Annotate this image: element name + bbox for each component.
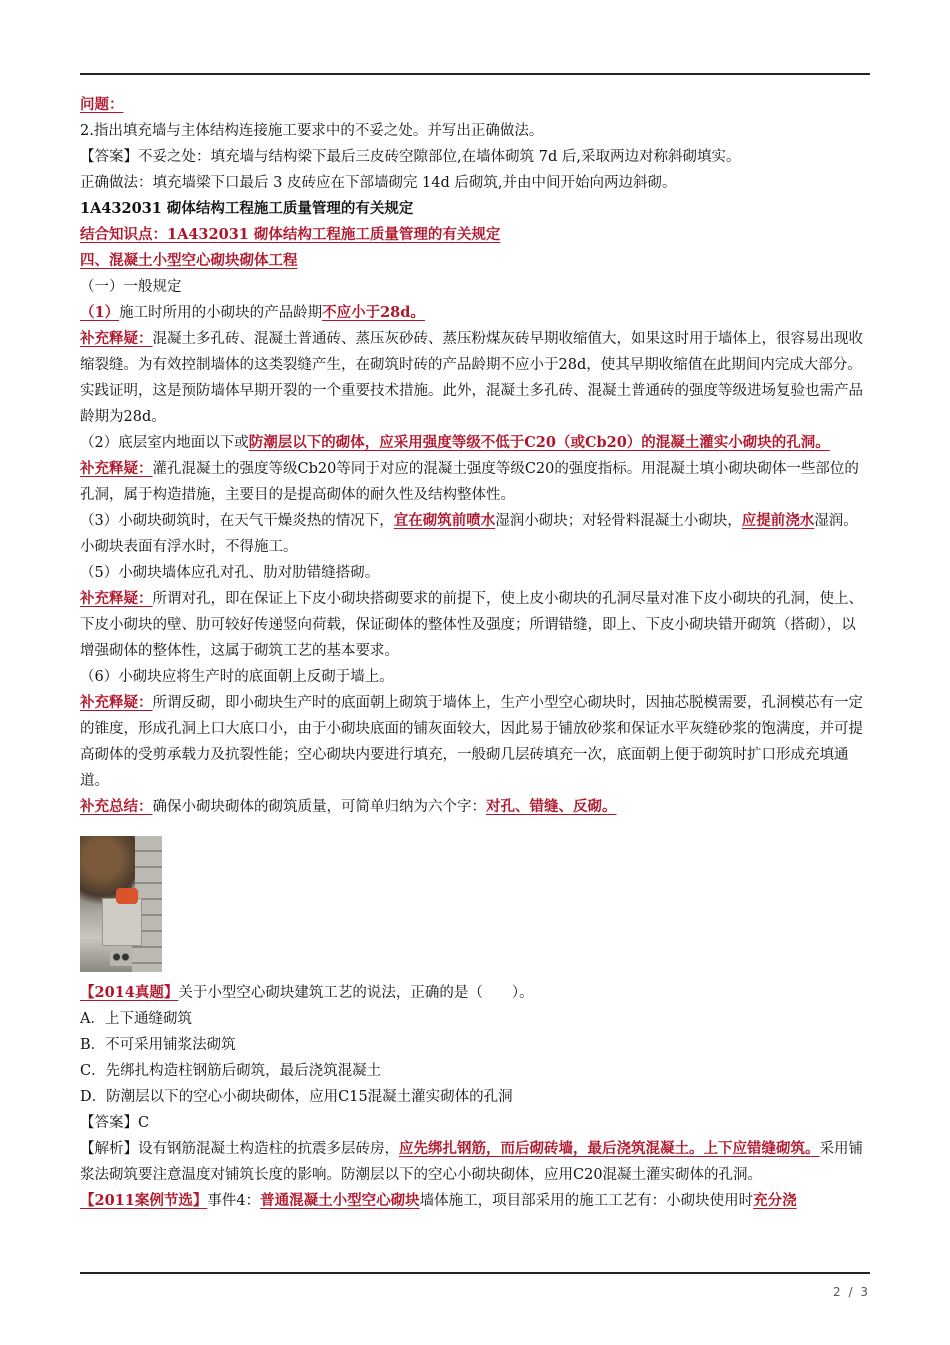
- option-c: C．先绑扎构造柱钢筋后砌筑，最后浇筑混凝土: [80, 1063, 382, 1079]
- rule-5: （5）小砌块墙体应孔对孔、肋对肋错缝搭砌。: [80, 565, 380, 581]
- subsection-link[interactable]: 四、混凝土小型空心砌块砌体工程: [80, 252, 298, 269]
- exam-answer: 【答案】C: [80, 1115, 150, 1131]
- supplement-6: 补充释疑：所谓反砌，即小砌块生产时的底面朝上砌筑于墙体上，生产小型空心砌块时，因抽芯脱模需要，孔洞模芯有一定的锥度，形成孔洞上口大底口小，由于小砌块底面的铺灰面较大，因此易于铺放砂浆和保证水平灰缝砂浆的饱满度，并可提高砌体的受剪承载力及抗裂性能；空心砌块内要进行填充，一般砌几层砖填充一次，底面朝上便于砌筑时扩口形成充填通道。: [80, 694, 863, 789]
- supplement-2: 补充释疑：灌孔混凝土的强度等级Cb20等同于对应的混凝土强度等级C20的强度指标。用混凝土填小砌块砌体一些部位的孔洞，属于构造措施，主要目的是提高砌体的耐久性及结构整体性。: [80, 460, 859, 503]
- supplement-1: 补充释疑：混凝土多孔砖、混凝土普通砖、蒸压灰砂砖、蒸压粉煤灰砖早期收缩值大，如果这时用于墙体上，很容易出现收缩裂缝。为有效控制墙体的这类裂缝产生，在砌筑时砖的产品龄期不应小于28d，使其早期收缩值在此期间内完成大部分。实践证明，这是预防墙体早期开裂的一个重要技术措施。此外，混凝土多孔砖、混凝土普通砖的强度等级进场复验也需产品龄期为28d。: [80, 330, 863, 425]
- exam-explanation: 【解析】设有钢筋混凝土构造柱的抗震多层砖房，应先绑扎钢筋，而后砌砖墙，最后浇筑混凝土。上下应错缝砌筑。采用铺浆法砌筑要注意温度对铺筑长度的影响。防潮层以下的空心小砌块砌体，应用C20混凝土灌实砌体的孔洞。: [80, 1140, 863, 1183]
- rule-6: （6）小砌块应将生产时的底面朝上反砌于墙上。: [80, 669, 394, 685]
- masonry-worker-photo: [80, 836, 162, 972]
- answer-line-2: 正确做法：填充墙梁下口最后 3 皮砖应在下部墙砌完 14d 后砌筑,并由中间开始向两边斜砌。: [80, 175, 677, 191]
- answer-line-1: 【答案】不妥之处：填充墙与结构梁下最后三皮砖空隙部位,在墙体砌筑 7d 后,采取两边对称斜砌填实。: [80, 149, 741, 165]
- option-d: D．防潮层以下的空心小砌块砌体，应用C15混凝土灌实砌体的孔洞: [80, 1089, 513, 1105]
- rule-1: （1）施工时所用的小砌块的产品龄期不应小于28d。: [80, 304, 425, 321]
- document-body: [80, 92, 870, 1214]
- footer-rule: [80, 1272, 870, 1274]
- supplement-5: 补充释疑：所谓对孔，即在保证上下皮小砌块搭砌要求的前提下，使上皮小砌块的孔洞尽量对准下皮小砌块的孔洞，使上、下皮小砌块的壁、肋可较好传递竖向荷载，保证砌体的整体性及强度；所谓错缝，即上、下皮小砌块错开砌筑（搭砌），以增强砌体的整体性，这属于砌筑工艺的基本要求。: [80, 590, 863, 659]
- summary: 补充总结：确保小砌块砌体的砌筑质量，可简单归纳为六个字：对孔、错缝、反砌。: [80, 798, 617, 815]
- case-excerpt: 【2011案例节选】事件4：普通混凝土小型空心砌块墙体施工，项目部采用的施工工艺有：小砌块使用时充分浇: [80, 1192, 797, 1209]
- exam-question: 【2014真题】关于小型空心砌块建筑工艺的说法，正确的是（ ）。: [80, 984, 534, 1001]
- question-label: 问题：: [80, 96, 124, 113]
- page-number: 2 / 3: [833, 1285, 870, 1299]
- section-title: 1A432031 砌体结构工程施工质量管理的有关规定: [80, 200, 414, 217]
- header-rule: [80, 73, 870, 75]
- question-2: 2.指出填充墙与主体结构连接施工要求中的不妥之处。并写出正确做法。: [80, 123, 544, 139]
- rule-3: （3）小砌块砌筑时，在天气干燥炎热的情况下，宜在砌筑前喷水湿润小砌块；对轻骨料混凝土小砌块，应提前浇水湿润。小砌块表面有浮水时，不得施工。: [80, 512, 858, 555]
- rule-2: （2）底层室内地面以下或防潮层以下的砌体，应采用强度等级不低于C20（或Cb20）的混凝土灌实小砌块的孔洞。: [80, 434, 830, 451]
- knowledge-link[interactable]: 结合知识点：1A432031 砌体结构工程施工质量管理的有关规定: [80, 226, 501, 243]
- option-a: A．上下通缝砌筑: [80, 1011, 192, 1027]
- general-rules-heading: （一）一般规定: [80, 279, 182, 295]
- option-b: B．不可采用铺浆法砌筑: [80, 1037, 236, 1053]
